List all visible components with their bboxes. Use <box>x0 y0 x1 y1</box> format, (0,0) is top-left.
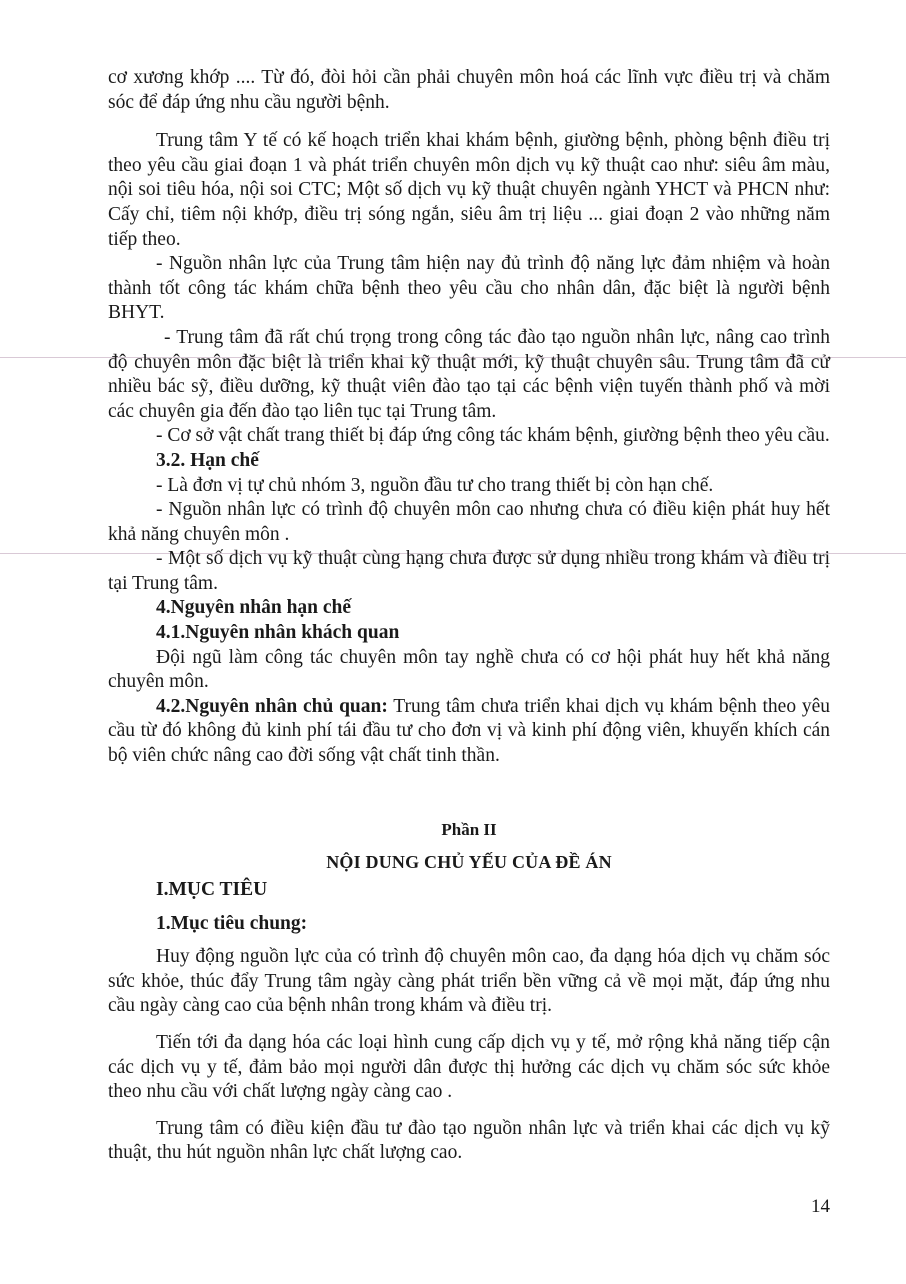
paragraph-training: - Trung tâm đã rất chú trọng trong công tác đào tạo nguồn nhân lực, nâng cao trình độ chuyên môn đặc biệt là triển khai kỹ thuật mới, kỹ thuật chuyên sâu. Trung tâm đã cử nhiều bác sỹ, điều dưỡng, kỹ thuật viên đào tạo tại các bệnh viện tuyến thành phố và mời các chuyên gia đến đào tạo liên tục tại Trung tâm. <box>108 326 830 422</box>
paragraph-objective-1: Huy động nguồn lực của có trình độ chuyên môn cao, đa dạng hóa dịch vụ chăm sóc sức khỏe, thúc đẩy Trung tâm ngày càng phát triển bền vững cả về mọi mặt, đáp ứng nhu cầu ngày càng cao của bệnh nhân trong khám và điều trị. <box>108 946 830 1017</box>
paragraph-objective-2: Tiến tới đa dạng hóa các loại hình cung cấp dịch vụ y tế, mở rộng khả năng tiếp cận các dịch vụ y tế, đảm bảo mọi người dân được thị hưởng các dịch vụ chăm sóc sức khỏe theo nhu cầu với chất lượng ngày càng cao . <box>108 1031 830 1103</box>
paragraph-objective-3: Trung tâm có điều kiện đầu tư đào tạo nguồn nhân lực và triển khai các dịch vụ kỹ thuật, thu hút nguồn nhân lực chất lượng cao. <box>108 1117 830 1164</box>
heading-causes: 4.Nguyên nhân hạn chế <box>156 597 352 619</box>
page-number: 14 <box>811 1196 830 1217</box>
section-strengths-text <box>108 66 830 769</box>
subjective-cause-text: Trung tâm chưa triển khai dịch vụ khám bệnh theo yêu cầu từ đó không đủ kinh phí tái đầu tư cho đơn vị và kinh phí động viên, khuyến khích cán bộ viên chức nâng cao đời sống vật chất tinh thần. <box>108 695 830 767</box>
section-objectives-text <box>108 878 830 1166</box>
heading-objective-causes: 4.1.Nguyên nhân khách quan <box>156 622 400 644</box>
part-title: NỘI DUNG CHỦ YẾU CỦA ĐỀ ÁN <box>326 852 612 872</box>
paragraph-limitation-3: - Một số dịch vụ kỹ thuật cùng hạng chưa được sử dụng nhiều trong khám và điều trị tại Trung tâm. <box>108 548 830 594</box>
paragraph-service-plan: Trung tâm Y tế có kế hoạch triển khai khám bệnh, giường bệnh, phòng bệnh điều trị theo yêu cầu giai đoạn 1 và phát triển chuyên môn dịch vụ kỹ thuật cao như: siêu âm màu, nội soi tiêu hóa, nội soi CTC; Một số dịch vụ kỹ thuật chuyên ngành YHCT và PHCN như: Cấy chỉ, tiêm nội khớp, điều trị sóng ngắn, siêu âm trị liệu ... giai đoạn 2 vào những năm tiếp theo. <box>108 130 830 250</box>
paragraph-limitation-2: - Nguồn nhân lực có trình độ chuyên môn cao nhưng chưa có điều kiện phát huy hết khả năng chuyên môn . <box>108 499 830 545</box>
heading-general-objective: 1.Mục tiêu chung: <box>156 912 308 934</box>
paragraph-subjective-cause <box>108 695 830 769</box>
paragraph-continuation: cơ xương khớp .... Từ đó, đòi hỏi cần phải chuyên môn hoá các lĩnh vực điều trị và chăm sóc để đáp ứng nhu cầu người bệnh. <box>108 67 830 113</box>
paragraph-limitation-1: - Là đơn vị tự chủ nhóm 3, nguồn đầu tư cho trang thiết bị còn hạn chế. <box>156 474 714 496</box>
paragraph-human-resources: - Nguồn nhân lực của Trung tâm hiện nay đủ trình độ năng lực đảm nhiệm và hoàn thành tốt công tác khám chữa bệnh theo yêu cầu cho nhân dân, đặc biệt là người bệnh BHYT. <box>108 253 830 324</box>
part-label: Phần II <box>441 820 497 839</box>
subjective-cause-lead: 4.2.Nguyên nhân chủ quan: <box>156 695 388 717</box>
paragraph-facilities: - Cơ sở vật chất trang thiết bị đáp ứng công tác khám bệnh, giường bệnh theo yêu cầu. <box>156 425 830 447</box>
paragraph-objective-cause: Đội ngũ làm công tác chuyên môn tay nghề chưa có cơ hội phát huy hết khả năng chuyên môn. <box>108 646 830 693</box>
heading-objectives: I.MỤC TIÊU <box>156 879 268 900</box>
heading-limitations: 3.2. Hạn chế <box>156 449 259 471</box>
